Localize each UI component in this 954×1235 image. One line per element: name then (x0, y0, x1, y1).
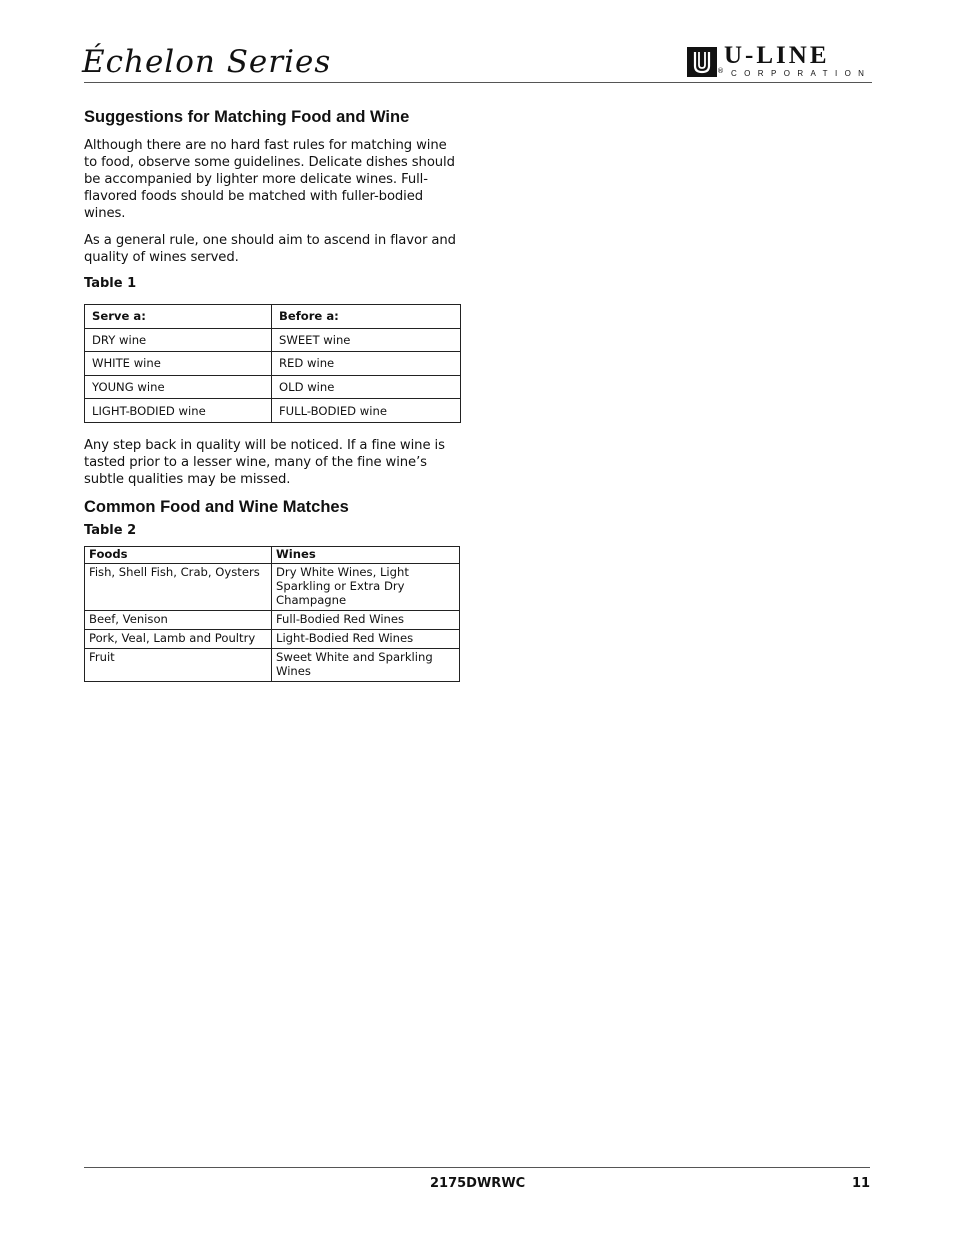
table-cell: FULL-BODIED wine (272, 399, 461, 423)
logo-name: U-LINE (724, 42, 830, 69)
table-2-label: Table 2 (84, 522, 137, 538)
paragraph-general-rule: As a general rule, one should aim to ascend in flavor and quality of wines served. (84, 233, 456, 265)
u-line-logo (686, 42, 876, 82)
table-cell: Dry White Wines, Light Sparkling or Extra Dry Champagne (272, 563, 460, 610)
table-cell: Fruit (85, 648, 272, 681)
food-wine-table (84, 546, 460, 682)
table-header-row (85, 546, 460, 563)
table-cell: Full-Bodied Red Wines (272, 610, 460, 629)
logo-registered-mark: ® (717, 67, 724, 75)
table-row (85, 328, 461, 352)
header-rule (84, 82, 872, 83)
section-heading-suggestions: Suggestions for Matching Food and Wine (84, 108, 410, 126)
table-cell: LIGHT-BODIED wine (85, 399, 272, 423)
paragraph-quality-note: Any step back in quality will be noticed. If a fine wine is tasted prior to a lesser wine, many of the fine wine’s subtle qualities may be missed. (84, 437, 445, 487)
logo-subtitle: CORPORATION (731, 69, 872, 78)
table-cell: RED wine (272, 352, 461, 376)
table-cell: Beef, Venison (85, 610, 272, 629)
table-row (85, 648, 460, 681)
table-row (85, 629, 460, 648)
footer-rule (84, 1167, 870, 1168)
table-cell: Sweet White and Sparkling Wines (272, 648, 460, 681)
table-1-label: Table 1 (84, 276, 137, 291)
table-row (85, 375, 461, 399)
table-header-cell: Serve a: (85, 305, 272, 329)
table-header-cell: Wines (272, 546, 460, 563)
table-row (85, 563, 460, 610)
table-cell: SWEET wine (272, 328, 461, 352)
series-title: Échelon Series (82, 44, 332, 80)
section-heading-matches: Common Food and Wine Matches (84, 497, 349, 516)
main-content (84, 107, 464, 682)
table-header-row (85, 305, 461, 329)
page-header (0, 0, 954, 90)
table-cell: YOUNG wine (85, 375, 272, 399)
table-row (85, 352, 461, 376)
table-header-cell: Before a: (272, 305, 461, 329)
table-cell: OLD wine (272, 375, 461, 399)
table-cell: Fish, Shell Fish, Crab, Oysters (85, 563, 272, 610)
table-header-cell: Foods (85, 546, 272, 563)
footer-model-number: 2175DWRWC (430, 1176, 526, 1191)
table-cell: Light-Bodied Red Wines (272, 629, 460, 648)
table-cell: Pork, Veal, Lamb and Poultry (85, 629, 272, 648)
table-row (85, 399, 461, 423)
u-line-logo-mark-icon (686, 46, 718, 78)
serving-order-table (84, 304, 461, 423)
paragraph-intro: Although there are no hard fast rules for matching wine to food, observe some guidelines. Delicate dishes should be accompanied by lighter more delicate wines. Full-flavored foods should be matched with fuller-bodied wines. (84, 138, 455, 221)
table-cell: WHITE wine (85, 352, 272, 376)
table-row (85, 610, 460, 629)
page-number: 11 (852, 1176, 871, 1191)
table-cell: DRY wine (85, 328, 272, 352)
